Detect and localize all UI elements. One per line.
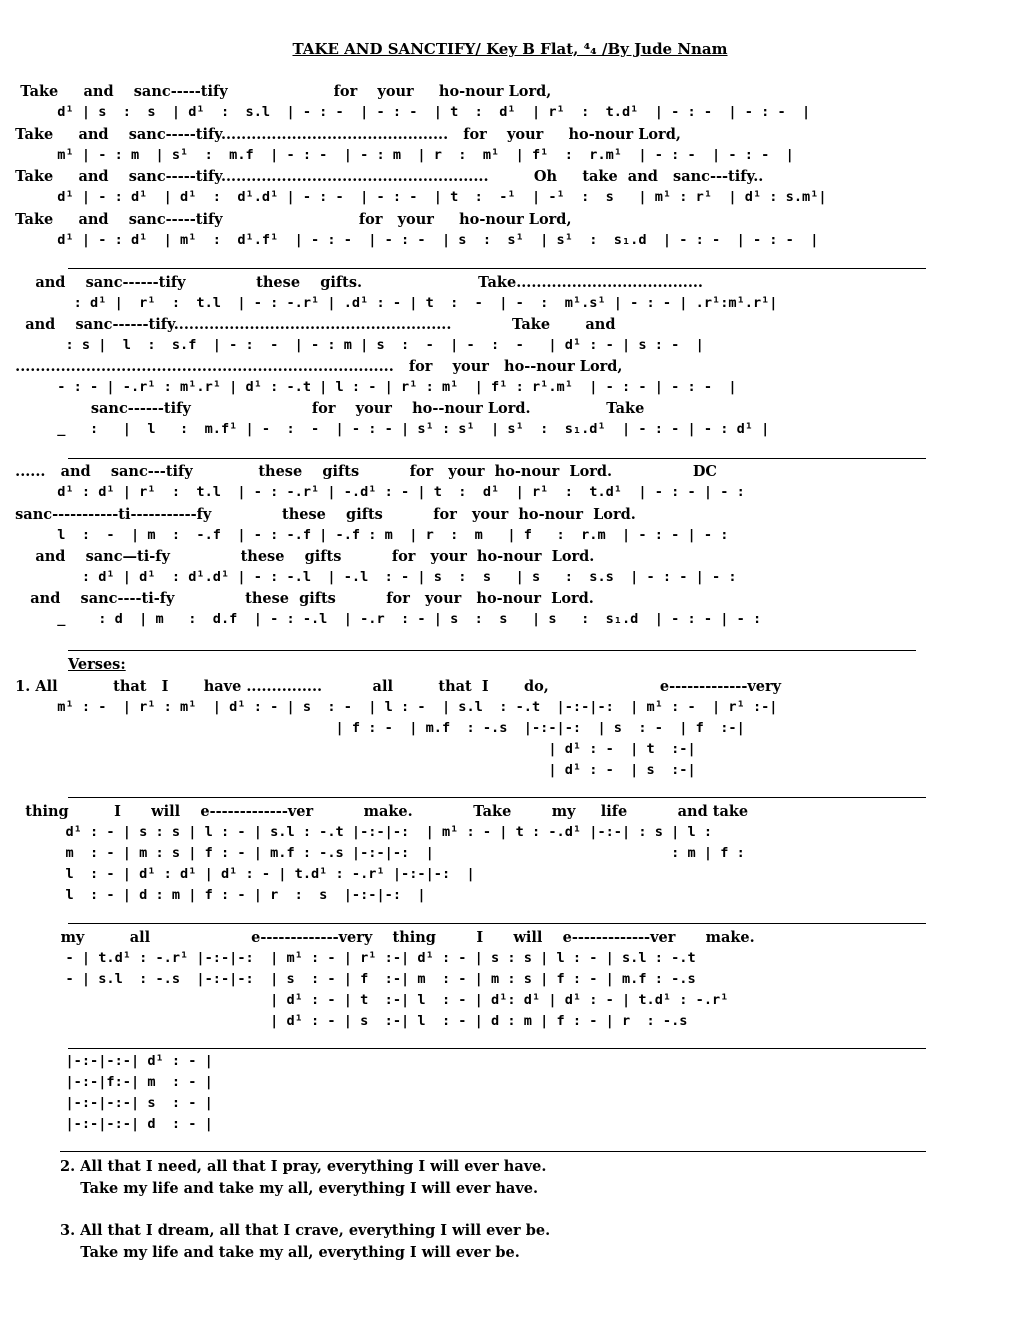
chorus-lyric-line: and sanc------tify....................................................... Take and <box>0 316 616 333</box>
verse-2-line-2: Take my life and take my all, everything I will ever have. <box>60 1180 539 1197</box>
chorus-solfa-line: : d¹ | r¹ : t.l | - : -.r¹ | .d¹ : - | t : - | - : m¹.s¹ | - : - | .r¹:m¹.r¹| <box>0 295 778 311</box>
chorus-solfa-line: d¹ | - : d¹ | m¹ : d¹.f¹ | - : - | - : - | s : s¹ | s¹ : s₁.d | - : - | - : - | <box>0 232 819 248</box>
verse1-solfa-line: |-:-|-:-| d : - | <box>0 1116 213 1132</box>
chorus-lyric-line: ...... and sanc---tify these gifts for your ho-nour Lord. DC <box>0 463 717 480</box>
chorus-lyric-line: and sanc------tify these gifts. Take..................................... <box>0 274 714 291</box>
verse1-lyric-line: 1. All that I have ............... all that I do, e-------------very <box>0 678 782 695</box>
chorus-solfa-line: : d¹ | d¹ : d¹.d¹ | - : -.l | -.l : - | s : s | s : s.s | - : - | - : <box>0 569 737 585</box>
verse1-solfa-line: | d¹ : - | t :-| <box>0 741 696 757</box>
verse1-solfa-line: |-:-|f:-| m : - | <box>0 1074 213 1090</box>
chorus-solfa-line: l : - | m : -.f | - : -.f | -.f : m | r : m | f : r.m | - : - | - : <box>0 527 729 543</box>
chorus-lyric-line: sanc------tify for your ho--nour Lord. Take <box>0 400 645 417</box>
chorus-lyric-line: and sanc—ti-fy these gifts for your ho-nour Lord. <box>0 548 595 565</box>
verse1-lyric-line: my all e-------------very thing I will e-------------ver make. <box>0 929 755 946</box>
verse1-solfa-line: m¹ : - | r¹ : m¹ | d¹ : - | s : - | l : - | s.l : -.t |-:-|-: | m¹ : - | r¹ :-| <box>0 699 778 715</box>
section-divider <box>68 268 926 269</box>
verses-heading: Verses: <box>68 656 126 673</box>
verse1-solfa-line: | d¹ : - | s :-| l : - | d : m | f : - | r : -.s <box>0 1013 688 1029</box>
chorus-lyric-line: ........................................................................... for your ho--nour Lord, <box>0 358 623 375</box>
verse-2-line-1: 2. All that I need, all that I pray, everything I will ever have. <box>60 1158 547 1175</box>
verse1-solfa-line: | d¹ : - | t :-| l : - | d¹: d¹ | d¹ : - | t.d¹ : -.r¹ <box>0 992 729 1008</box>
verse1-solfa-line: - | s.l : -.s |-:-|-: | s : - | f :-| m : - | m : s | f : - | m.f : -.s <box>0 971 696 987</box>
verse1-solfa-line: m : - | m : s | f : - | m.f : -.s |-:-|-: | : m | f : <box>0 845 745 861</box>
verse1-solfa-line: | f : - | m.f : -.s |-:-|-: | s : - | f :-| <box>0 720 745 736</box>
chorus-lyric-line: Take and sanc-----tify for your ho-nour Lord, <box>0 211 572 228</box>
section-divider <box>68 1048 926 1049</box>
chorus-solfa-line: d¹ | s : s | d¹ : s.l | - : - | - : - | t : d¹ | r¹ : t.d¹ | - : - | - : - | <box>0 104 811 120</box>
section-divider <box>60 1151 926 1152</box>
section-divider <box>68 797 926 798</box>
chorus-lyric-line: Take and sanc-----tify............................................. for your ho-nour Lord, <box>0 126 681 143</box>
verse1-lyric-line: thing I will e-------------ver make. Take my life and take <box>0 803 749 820</box>
chorus-solfa-line: : s | l : s.f | - : - | - : m | s : - | - : - | d¹ : - | s : - | <box>0 337 704 353</box>
chorus-solfa-line: _ : | l : m.f¹ | - : - | - : - | s¹ : s¹ | s¹ : s₁.d¹ | - : - | - : d¹ | <box>0 421 770 437</box>
verse1-solfa-line: l : - | d : m | f : - | r : s |-:-|-: | <box>0 887 426 903</box>
verse1-solfa-line: |-:-|-:-| s : - | <box>0 1095 213 1111</box>
chorus-solfa-line: d¹ | - : d¹ | d¹ : d¹.d¹ | - : - | - : - | t : -¹ | -¹ : s | m¹ : r¹ | d¹ : s.m¹| <box>0 189 827 205</box>
verse1-solfa-line: | d¹ : - | s :-| <box>0 762 696 778</box>
verse-3-line-2: Take my life and take my all, everything I will ever be. <box>60 1244 520 1261</box>
chorus-solfa-line: _ : d | m : d.f | - : -.l | -.r : - | s : s | s : s₁.d | - : - | - : <box>0 611 762 627</box>
chorus-lyric-line: sanc-----------ti-----------fy these gifts for your ho-nour Lord. <box>0 506 636 523</box>
verse-3-line-1: 3. All that I dream, all that I crave, everything I will ever be. <box>60 1222 551 1239</box>
verse1-solfa-line: d¹ : - | s : s | l : - | s.l : -.t |-:-|-: | m¹ : - | t : -.d¹ |-:-| : s | l : <box>0 824 713 840</box>
chorus-lyric-line: Take and sanc-----tify..................................................... Oh take and sanc---tify.. <box>0 168 764 185</box>
chorus-lyric-line: and sanc----ti-fy these gifts for your ho-nour Lord. <box>0 590 594 607</box>
verse1-solfa-line: - | t.d¹ : -.r¹ |-:-|-: | m¹ : - | r¹ :-| d¹ : - | s : s | l : - | s.l : -.t <box>0 950 696 966</box>
verse1-solfa-line: |-:-|-:-| d¹ : - | <box>0 1053 213 1069</box>
section-divider <box>68 458 926 459</box>
verse1-solfa-line: l : - | d¹ : d¹ | d¹ : - | t.d¹ : -.r¹ |-:-|-: | <box>0 866 475 882</box>
song-title: TAKE AND SANCTIFY/ Key B Flat, ⁴₄ /By Jude Nnam <box>292 40 728 58</box>
section-divider <box>68 923 926 924</box>
chorus-lyric-line: Take and sanc-----tify for your ho-nour Lord, <box>0 83 552 100</box>
chorus-solfa-line: m¹ | - : m | s¹ : m.f | - : - | - : m | r : m¹ | f¹ : r.m¹ | - : - | - : - | <box>0 147 794 163</box>
chorus-solfa-line: d¹ : d¹ | r¹ : t.l | - : -.r¹ | -.d¹ : - | t : d¹ | r¹ : t.d¹ | - : - | - : <box>0 484 745 500</box>
chorus-solfa-line: - : - | -.r¹ : m¹.r¹ | d¹ : -.t | l : - | r¹ : m¹ | f¹ : r¹.m¹ | - : - | - : - | <box>0 379 737 395</box>
section-divider <box>68 650 916 651</box>
